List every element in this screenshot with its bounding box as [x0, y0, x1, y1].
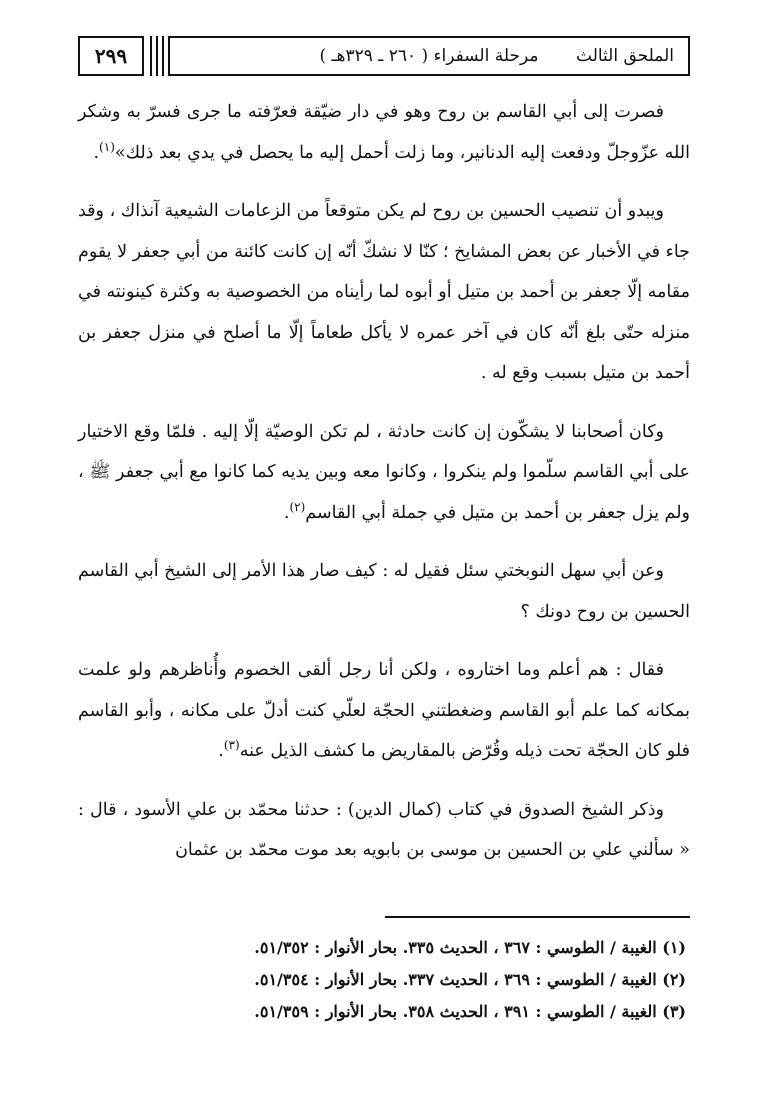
paragraph: ويبدو أن تنصيب الحسين بن روح لم يكن متوقعاً من الزعامات الشيعية آنذاك ، وقد جاء في الأخبار عن بعض المشايخ ؛ كنّا لا نشكّ أنّه إن كانت كائنة من أبي جعفر لا يقوم مقامه إلّا جعفر بن أحمد بن متيل أو أبوه لما رأيناه من الخصوصية به وكثرة كينونته في منزله حتّى بلغ أنّه كان في آخر عمره لا يأكل طعاماً إلّا ما أصلح في منزل جعفر بن أحمد بن متيل بسبب وقع له .	[78, 201, 690, 383]
header-divider	[150, 36, 152, 76]
header-title-box	[168, 36, 690, 76]
section-title: مرحلة السفراء ( ٢٦٠ ـ ٣٢٩هـ )	[319, 46, 539, 66]
paragraph: وذكر الشيخ الصدوق في كتاب (كمال الدين) : حدثنا محمّد بن علي الأسود ، قال : « سألني علي بن الحسين بن موسى بن بابويه بعد موت محمّد بن عثمان	[78, 799, 690, 860]
body-text	[78, 92, 690, 889]
paragraph: وكان أصحابنا لا يشكّون إن كانت حادثة ، لم تكن الوصيّة إلّا إليه . فلمّا وقع الاختيار على أبي القاسم سلّموا ولم ينكروا ، وكانوا معه وبين يديه كما كانوا مع أبي جعفر ﷺ ، ولم يزل جعفر بن أحمد بن متيل في جملة أبي القاسم$^{(٢)}$.	[78, 421, 690, 523]
paragraph: فصرت إلى أبي القاسم بن روح وهو في دار ضيّقة فعرّفته ما جرى فسرّ به وشكر الله عزّوجلّ ودفعت إليه الدنانير، وما زلت أحمل إليه ما يحصل في يدي بعد ذلك»$^{(١)}$.	[78, 102, 690, 163]
paragraph: وعن أبي سهل النوبختي سئل فقيل له : كيف صار هذا الأمر إلى الشيخ أبي القاسم الحسين بن روح دونك ؟	[78, 561, 690, 622]
page-number: ٢٩٩	[78, 36, 144, 76]
footnote: (٣) الغيبة / الطوسي : ٣٩١ ، الحديث ٣٥٨. بحار الأنوار : ٥١/٣٥٩.	[254, 1002, 686, 1021]
footnote-ref: (٢)	[289, 499, 306, 514]
paragraph: فقال : هم أعلم وما اختاروه ، ولكن أنا رجل ألقى الخصوم وأُناظرهم ولو علمت بمكانه كما علم أبو القاسم وضغطتني الحجّة لعلّي كنت أدلّ على مكانه ، وأبو القاسم فلو كان الحجّة تحت ذيله وقُرّض بالمقاريض ما كشف الذيل عنه$^{(٣)}$.	[78, 660, 690, 761]
header-divider	[162, 36, 164, 76]
footnote-ref: (٣)	[223, 738, 240, 753]
footnotes	[78, 932, 690, 1028]
chapter-title: الملحق الثالث	[576, 46, 674, 66]
footnote: (١) الغيبة / الطوسي : ٣٦٧ ، الحديث ٣٣٥. بحار الأنوار : ٥١/٣٥٢.	[254, 938, 686, 957]
footnote-ref: (١)	[99, 139, 115, 154]
footnote-divider	[385, 916, 690, 918]
page-header	[78, 36, 690, 80]
header-divider	[156, 36, 158, 76]
footnote: (٢) الغيبة / الطوسي : ٣٦٩ ، الحديث ٣٣٧. بحار الأنوار : ٥١/٣٥٤.	[254, 970, 686, 989]
